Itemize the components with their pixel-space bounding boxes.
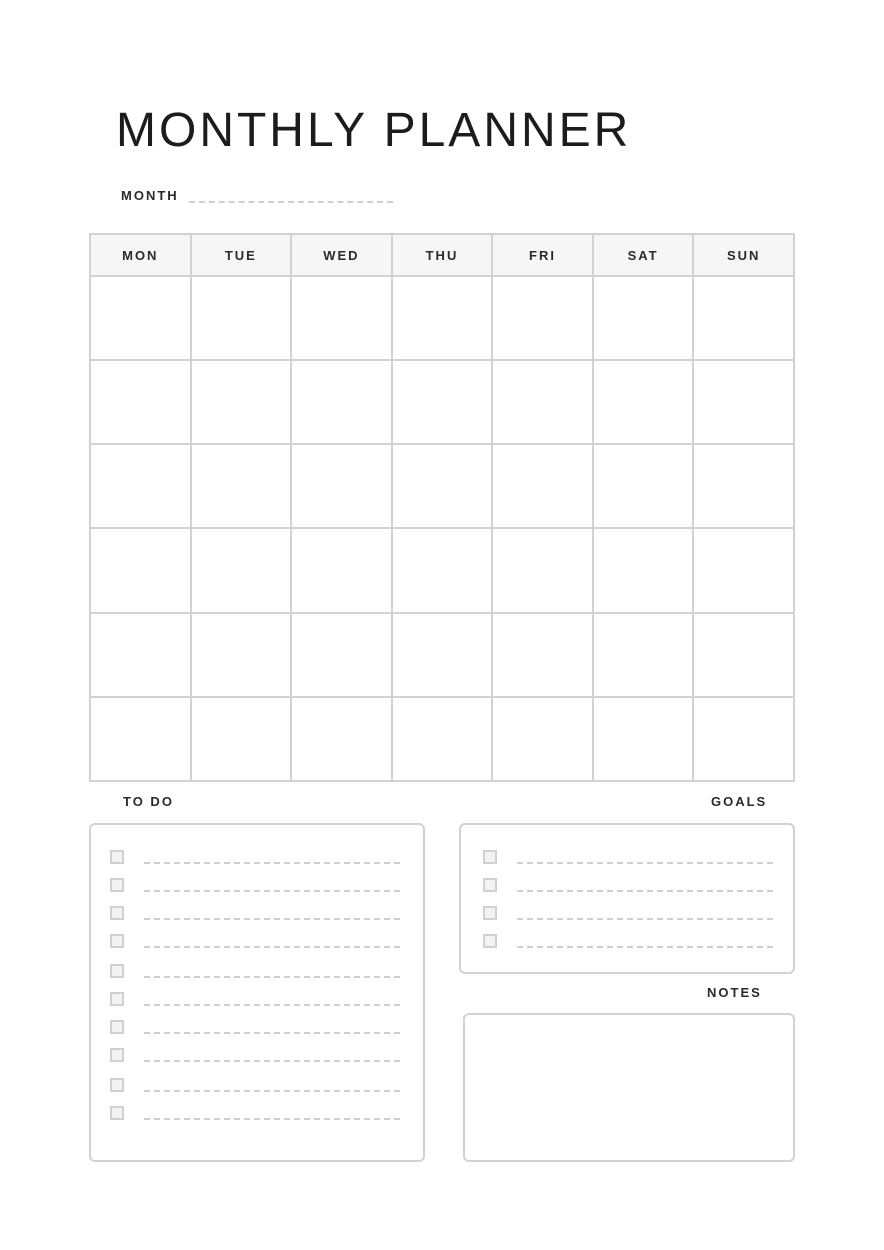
- todo-label: TO DO: [123, 794, 174, 809]
- todo-line[interactable]: [144, 1032, 400, 1034]
- calendar-day-cell[interactable]: [291, 444, 392, 528]
- todo-item: [110, 905, 400, 921]
- calendar-day-cell[interactable]: [693, 360, 794, 444]
- goal-line[interactable]: [517, 918, 773, 920]
- checkbox[interactable]: [110, 850, 124, 864]
- calendar-day-cell[interactable]: [191, 276, 292, 360]
- calendar-day-cell[interactable]: [693, 276, 794, 360]
- todo-item: [110, 849, 400, 865]
- calendar-day-cell[interactable]: [392, 360, 493, 444]
- calendar-day-cell[interactable]: [90, 697, 191, 781]
- checkbox[interactable]: [110, 1078, 124, 1092]
- checkbox[interactable]: [110, 1106, 124, 1120]
- calendar-day-cell[interactable]: [693, 528, 794, 612]
- checkbox[interactable]: [483, 906, 497, 920]
- calendar-day-cell[interactable]: [492, 276, 593, 360]
- calendar-day-cell[interactable]: [693, 697, 794, 781]
- day-header-tue: TUE: [191, 234, 292, 276]
- checkbox[interactable]: [110, 934, 124, 948]
- todo-line[interactable]: [144, 946, 400, 948]
- goals-label: GOALS: [711, 794, 768, 809]
- checkbox[interactable]: [110, 1048, 124, 1062]
- calendar-day-cell[interactable]: [492, 528, 593, 612]
- goal-line[interactable]: [517, 890, 773, 892]
- calendar-day-cell[interactable]: [593, 444, 694, 528]
- calendar-day-cell[interactable]: [593, 613, 694, 697]
- calendar-day-cell[interactable]: [492, 697, 593, 781]
- calendar-day-cell[interactable]: [90, 444, 191, 528]
- calendar-day-cell[interactable]: [492, 613, 593, 697]
- checkbox[interactable]: [110, 964, 124, 978]
- calendar-day-cell[interactable]: [291, 528, 392, 612]
- calendar-day-cell[interactable]: [593, 528, 694, 612]
- calendar-day-cell[interactable]: [90, 276, 191, 360]
- goal-item: [483, 905, 773, 921]
- calendar-day-cell[interactable]: [392, 613, 493, 697]
- todo-line[interactable]: [144, 1004, 400, 1006]
- calendar-day-cell[interactable]: [291, 360, 392, 444]
- day-header-sat: SAT: [593, 234, 694, 276]
- calendar-day-cell[interactable]: [191, 444, 292, 528]
- page-title: MONTHLY PLANNER: [116, 104, 632, 157]
- calendar-day-cell[interactable]: [90, 528, 191, 612]
- calendar-day-cell[interactable]: [593, 697, 694, 781]
- calendar-week-row: [90, 613, 794, 697]
- day-header-fri: FRI: [492, 234, 593, 276]
- day-header-wed: WED: [291, 234, 392, 276]
- todo-item: [110, 963, 400, 979]
- checkbox[interactable]: [483, 878, 497, 892]
- calendar-day-cell[interactable]: [693, 613, 794, 697]
- todo-item: [110, 1077, 400, 1093]
- month-label: MONTH: [121, 188, 179, 203]
- month-input-line[interactable]: [189, 201, 393, 203]
- checkbox[interactable]: [110, 878, 124, 892]
- todo-item: [110, 877, 400, 893]
- calendar-week-row: [90, 528, 794, 612]
- goal-item: [483, 933, 773, 949]
- todo-line[interactable]: [144, 918, 400, 920]
- calendar-header-row: [90, 234, 794, 276]
- todo-line[interactable]: [144, 1090, 400, 1092]
- goals-box: [459, 823, 795, 974]
- calendar-day-cell[interactable]: [492, 360, 593, 444]
- calendar-week-row: [90, 444, 794, 528]
- todo-item: [110, 991, 400, 1007]
- todo-line[interactable]: [144, 1118, 400, 1120]
- day-header-sun: SUN: [693, 234, 794, 276]
- calendar-day-cell[interactable]: [90, 613, 191, 697]
- checkbox[interactable]: [483, 850, 497, 864]
- todo-line[interactable]: [144, 976, 400, 978]
- notes-text: [465, 1015, 793, 1035]
- goal-item: [483, 849, 773, 865]
- calendar-day-cell[interactable]: [593, 360, 694, 444]
- calendar-day-cell[interactable]: [191, 697, 292, 781]
- checkbox[interactable]: [110, 906, 124, 920]
- calendar-week-row: [90, 360, 794, 444]
- calendar-day-cell[interactable]: [392, 444, 493, 528]
- checkbox[interactable]: [483, 934, 497, 948]
- todo-line[interactable]: [144, 1060, 400, 1062]
- todo-item: [110, 1047, 400, 1063]
- calendar-week-row: [90, 697, 794, 781]
- calendar-day-cell[interactable]: [593, 276, 694, 360]
- todo-box: [89, 823, 425, 1162]
- goal-line[interactable]: [517, 946, 773, 948]
- notes-label: NOTES: [707, 985, 762, 1000]
- calendar-day-cell[interactable]: [291, 613, 392, 697]
- todo-item: [110, 933, 400, 949]
- todo-item: [110, 1105, 400, 1121]
- calendar-week-row: [90, 276, 794, 360]
- calendar-day-cell[interactable]: [392, 528, 493, 612]
- calendar-day-cell[interactable]: [392, 697, 493, 781]
- calendar-day-cell[interactable]: [191, 613, 292, 697]
- month-row: [121, 188, 393, 203]
- calendar-day-cell[interactable]: [392, 276, 493, 360]
- goal-line[interactable]: [517, 862, 773, 864]
- calendar-day-cell[interactable]: [291, 276, 392, 360]
- day-header-mon: MON: [90, 234, 191, 276]
- calendar-day-cell[interactable]: [191, 360, 292, 444]
- calendar-day-cell[interactable]: [693, 444, 794, 528]
- calendar-day-cell[interactable]: [191, 528, 292, 612]
- checkbox[interactable]: [110, 992, 124, 1006]
- todo-item: [110, 1019, 400, 1035]
- checkbox[interactable]: [110, 1020, 124, 1034]
- notes-box[interactable]: [463, 1013, 795, 1162]
- calendar-day-cell[interactable]: [291, 697, 392, 781]
- todo-line[interactable]: [144, 890, 400, 892]
- todo-line[interactable]: [144, 862, 400, 864]
- calendar-day-cell[interactable]: [90, 360, 191, 444]
- calendar-day-cell[interactable]: [492, 444, 593, 528]
- calendar-grid: [89, 233, 795, 782]
- day-header-thu: THU: [392, 234, 493, 276]
- goal-item: [483, 877, 773, 893]
